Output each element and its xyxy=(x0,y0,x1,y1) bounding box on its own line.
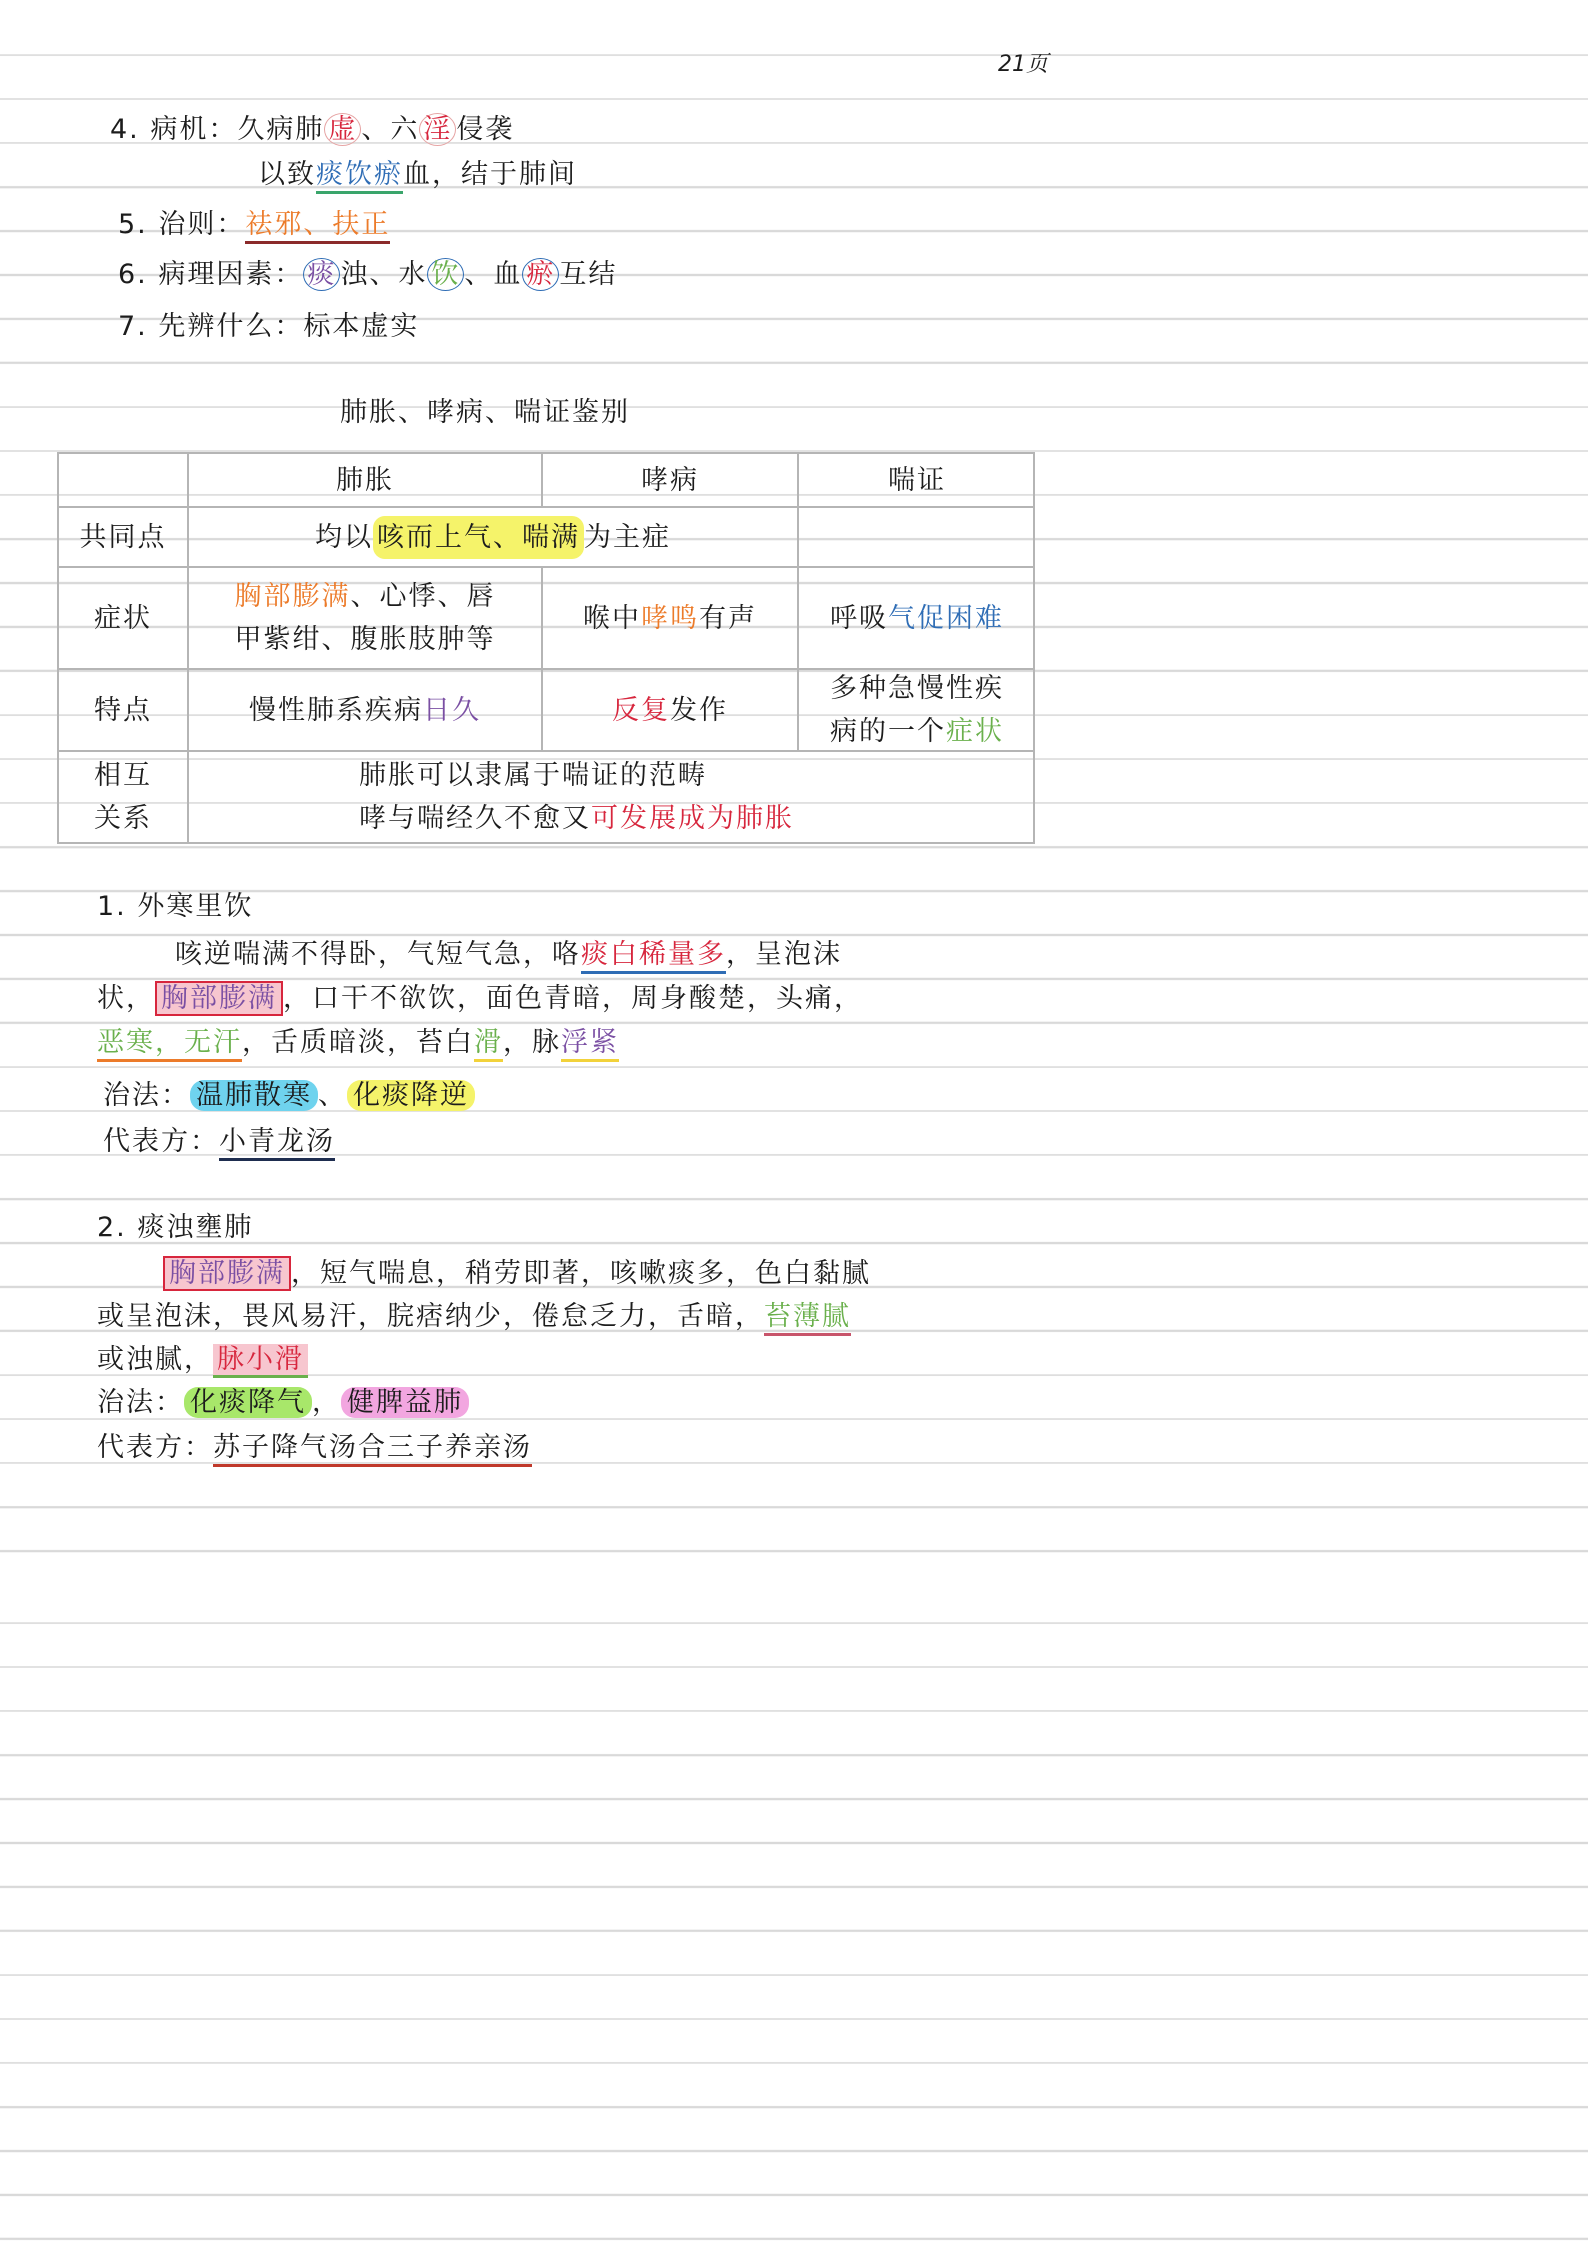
features-xiaobing: 反复 发作 xyxy=(612,694,728,726)
header-chuanzheng: 喘证 xyxy=(888,464,946,496)
page-number: 21页 xyxy=(998,52,1048,77)
differentiate-first-line: 7. 先辨什么：标本虚实 xyxy=(118,311,420,342)
row-label-features: 特点 xyxy=(94,694,152,726)
fluid-circled: 饮 xyxy=(427,258,464,291)
s2-method: 治法： 化痰降气 ， 健脾益肺 xyxy=(97,1380,469,1419)
symptoms-chuanzheng: 呼吸 气促困难 xyxy=(830,602,1004,634)
s1-method: 治法： 温肺散寒 、 化痰降逆 xyxy=(103,1073,475,1112)
phlegm-circled: 痰 xyxy=(303,258,340,291)
s2-title: 2. 痰浊壅肺 xyxy=(97,1212,254,1243)
header-xiaobing: 哮病 xyxy=(641,464,699,496)
row-label-common: 共同点 xyxy=(79,521,167,553)
treatment-principle-line: 5. 治则：祛邪、扶正 xyxy=(118,202,390,241)
treatment-principle-value: 祛邪、扶正 xyxy=(245,209,390,244)
phlegm-underlined: 痰饮瘀 xyxy=(316,159,403,194)
symptoms-feizhang: 胸部膨满、心悸、唇 甲紫绀、腹胀肢肿等 xyxy=(234,581,496,655)
s2-line-2: 或呈泡沫，畏风易汗，脘痞纳少，倦怠乏力，舌暗，苔薄腻 xyxy=(97,1294,851,1333)
stasis-circled: 瘀 xyxy=(522,258,559,291)
deficiency-circled: 虚 xyxy=(324,113,361,146)
table-title: 肺胀、哮病、喘证鉴别 xyxy=(340,397,630,428)
s1-line-3: 恶寒，无汗，舌质暗淡，苔白滑，脉浮紧 xyxy=(97,1020,619,1059)
pathogenesis-line: 4. 病机：久病肺 虚 、六 淫 侵袭 xyxy=(110,114,515,145)
s1-title: 1. 外寒里饮 xyxy=(97,891,254,922)
s2-formula: 代表方：苏子降气汤合三子养亲汤 xyxy=(97,1425,532,1464)
pathogenesis-label: 4. 病机： xyxy=(110,114,238,145)
pathological-factors-line: 6. 病理因素： 痰 浊、水 饮 、血 瘀 互结 xyxy=(118,259,618,290)
relation-value: 肺胀可以隶属于喘证的范畴 哮与喘经久不愈又可发展成为肺胀 xyxy=(359,760,794,834)
row-label-symptoms: 症状 xyxy=(94,602,152,634)
features-chuanzheng: 多种急慢性疾 病的一个症状 xyxy=(830,673,1004,747)
s1-line-1: 咳逆喘满不得卧，气短气急，咯痰白稀量多，呈泡沫 xyxy=(175,932,842,971)
symptoms-xiaobing: 喉中 哮鸣 有声 xyxy=(583,602,757,634)
row-label-relation: 相互 关系 xyxy=(94,760,152,834)
s2-line-3: 或浊腻， 脉小滑 xyxy=(97,1337,308,1376)
pathogenesis-line-2: 以致痰饮瘀血，结于肺间 xyxy=(258,152,577,191)
s1-formula: 代表方：小青龙汤 xyxy=(103,1119,335,1158)
comparison-table xyxy=(57,452,1035,844)
header-feizhang: 肺胀 xyxy=(336,464,394,496)
s1-line-2: 状， 胸部膨满 ，口干不欲饮，面色青暗，周身酸楚，头痛， xyxy=(97,983,863,1014)
common-value: 均以 咳而上气、喘满 为主症 xyxy=(189,508,797,566)
excess-circled: 淫 xyxy=(419,113,456,146)
s2-line-1: 胸部膨满 ，短气喘息，稍劳即著，咳嗽痰多，色白黏腻 xyxy=(163,1251,871,1290)
features-feizhang: 慢性肺系疾病 日久 xyxy=(249,694,481,726)
